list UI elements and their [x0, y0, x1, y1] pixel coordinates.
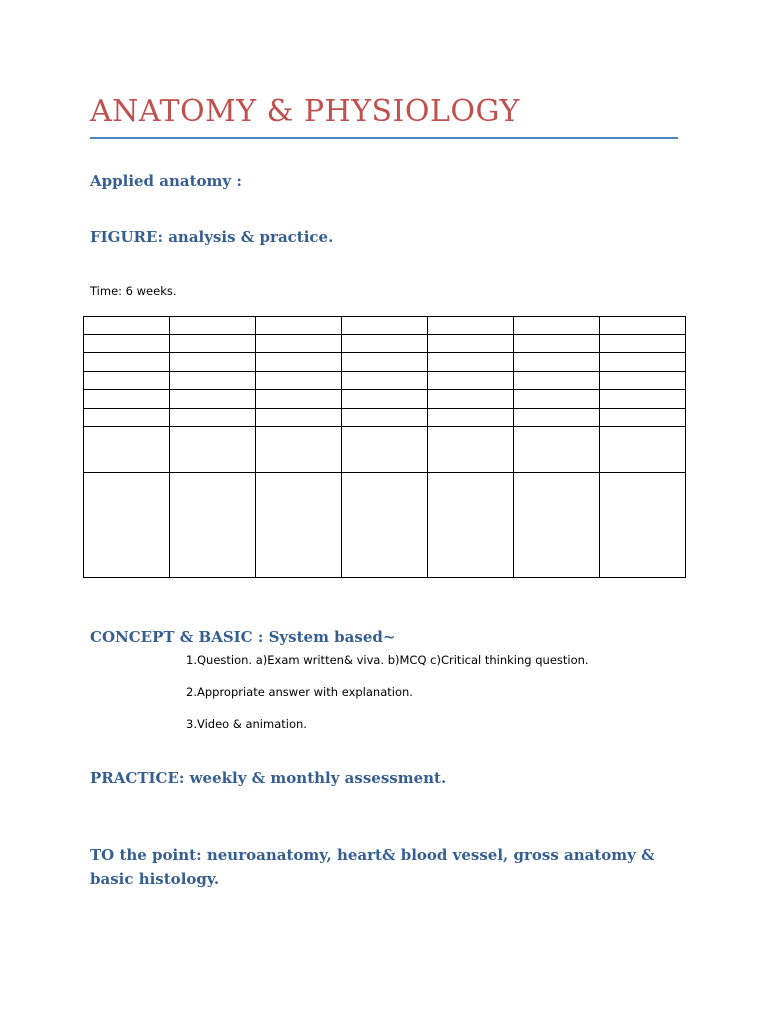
table-cell: [600, 372, 686, 390]
table-cell: [428, 473, 514, 578]
table-row: [84, 390, 686, 409]
table-cell: [428, 409, 514, 427]
table-row: [84, 473, 686, 578]
table-cell: [342, 372, 428, 390]
table-cell: [170, 372, 256, 390]
table-cell: [514, 335, 600, 353]
table-row: [84, 372, 686, 390]
practice-heading: PRACTICE: weekly & monthly assessment.: [90, 769, 447, 787]
table-cell: [342, 335, 428, 353]
time-text: Time: 6 weeks.: [90, 284, 177, 298]
table-cell: [600, 427, 686, 473]
table-cell: [600, 353, 686, 372]
table-row: [84, 427, 686, 473]
concept-heading: CONCEPT & BASIC : System based~: [90, 628, 396, 646]
table-cell: [342, 409, 428, 427]
table-cell: [256, 473, 342, 578]
table-cell: [170, 427, 256, 473]
table-cell: [84, 409, 170, 427]
table-cell: [428, 427, 514, 473]
concept-item-3: 3.Video & animation.: [186, 717, 307, 731]
figure-heading: FIGURE: analysis & practice.: [90, 228, 334, 246]
table-cell: [84, 473, 170, 578]
table-cell: [600, 335, 686, 353]
table-cell: [342, 427, 428, 473]
table-cell: [514, 473, 600, 578]
table-cell: [514, 427, 600, 473]
table-cell: [170, 390, 256, 409]
table-cell: [428, 317, 514, 335]
table-cell: [84, 353, 170, 372]
concept-item-2: 2.Appropriate answer with explanation.: [186, 685, 413, 699]
table-cell: [342, 353, 428, 372]
table-row: [84, 409, 686, 427]
table-cell: [256, 390, 342, 409]
concept-item-1: 1.Question. a)Exam written& viva. b)MCQ c)Critical thinking question.: [186, 653, 589, 667]
table-cell: [84, 335, 170, 353]
table-cell: [428, 372, 514, 390]
table-cell: [170, 409, 256, 427]
table-cell: [600, 390, 686, 409]
table-cell: [600, 409, 686, 427]
table-cell: [428, 353, 514, 372]
table-cell: [342, 473, 428, 578]
table-row: [84, 353, 686, 372]
schedule-table: [83, 316, 686, 578]
table-cell: [342, 317, 428, 335]
table-cell: [514, 353, 600, 372]
table-cell: [170, 353, 256, 372]
table-cell: [84, 390, 170, 409]
table-cell: [256, 372, 342, 390]
table-cell: [600, 317, 686, 335]
table-cell: [256, 353, 342, 372]
applied-anatomy-heading: Applied anatomy :: [90, 172, 242, 190]
to-the-point-paragraph: TO the point: neuroanatomy, heart& blood vessel, gross anatomy & basic histology.: [90, 846, 655, 888]
table-cell: [514, 372, 600, 390]
table-cell: [170, 317, 256, 335]
table-cell: [600, 473, 686, 578]
table-cell: [428, 390, 514, 409]
table-cell: [514, 317, 600, 335]
table-cell: [514, 390, 600, 409]
table-cell: [256, 335, 342, 353]
table-cell: [256, 427, 342, 473]
table-cell: [342, 390, 428, 409]
table-cell: [170, 473, 256, 578]
document-title: ANATOMY & PHYSIOLOGY: [90, 94, 520, 129]
table-cell: [428, 335, 514, 353]
table-cell: [170, 335, 256, 353]
table-cell: [256, 317, 342, 335]
table-row: [84, 317, 686, 335]
table-cell: [514, 409, 600, 427]
table-cell: [256, 409, 342, 427]
title-underline: [90, 137, 678, 139]
table-cell: [84, 317, 170, 335]
table-cell: [84, 372, 170, 390]
table-row: [84, 335, 686, 353]
table-cell: [84, 427, 170, 473]
